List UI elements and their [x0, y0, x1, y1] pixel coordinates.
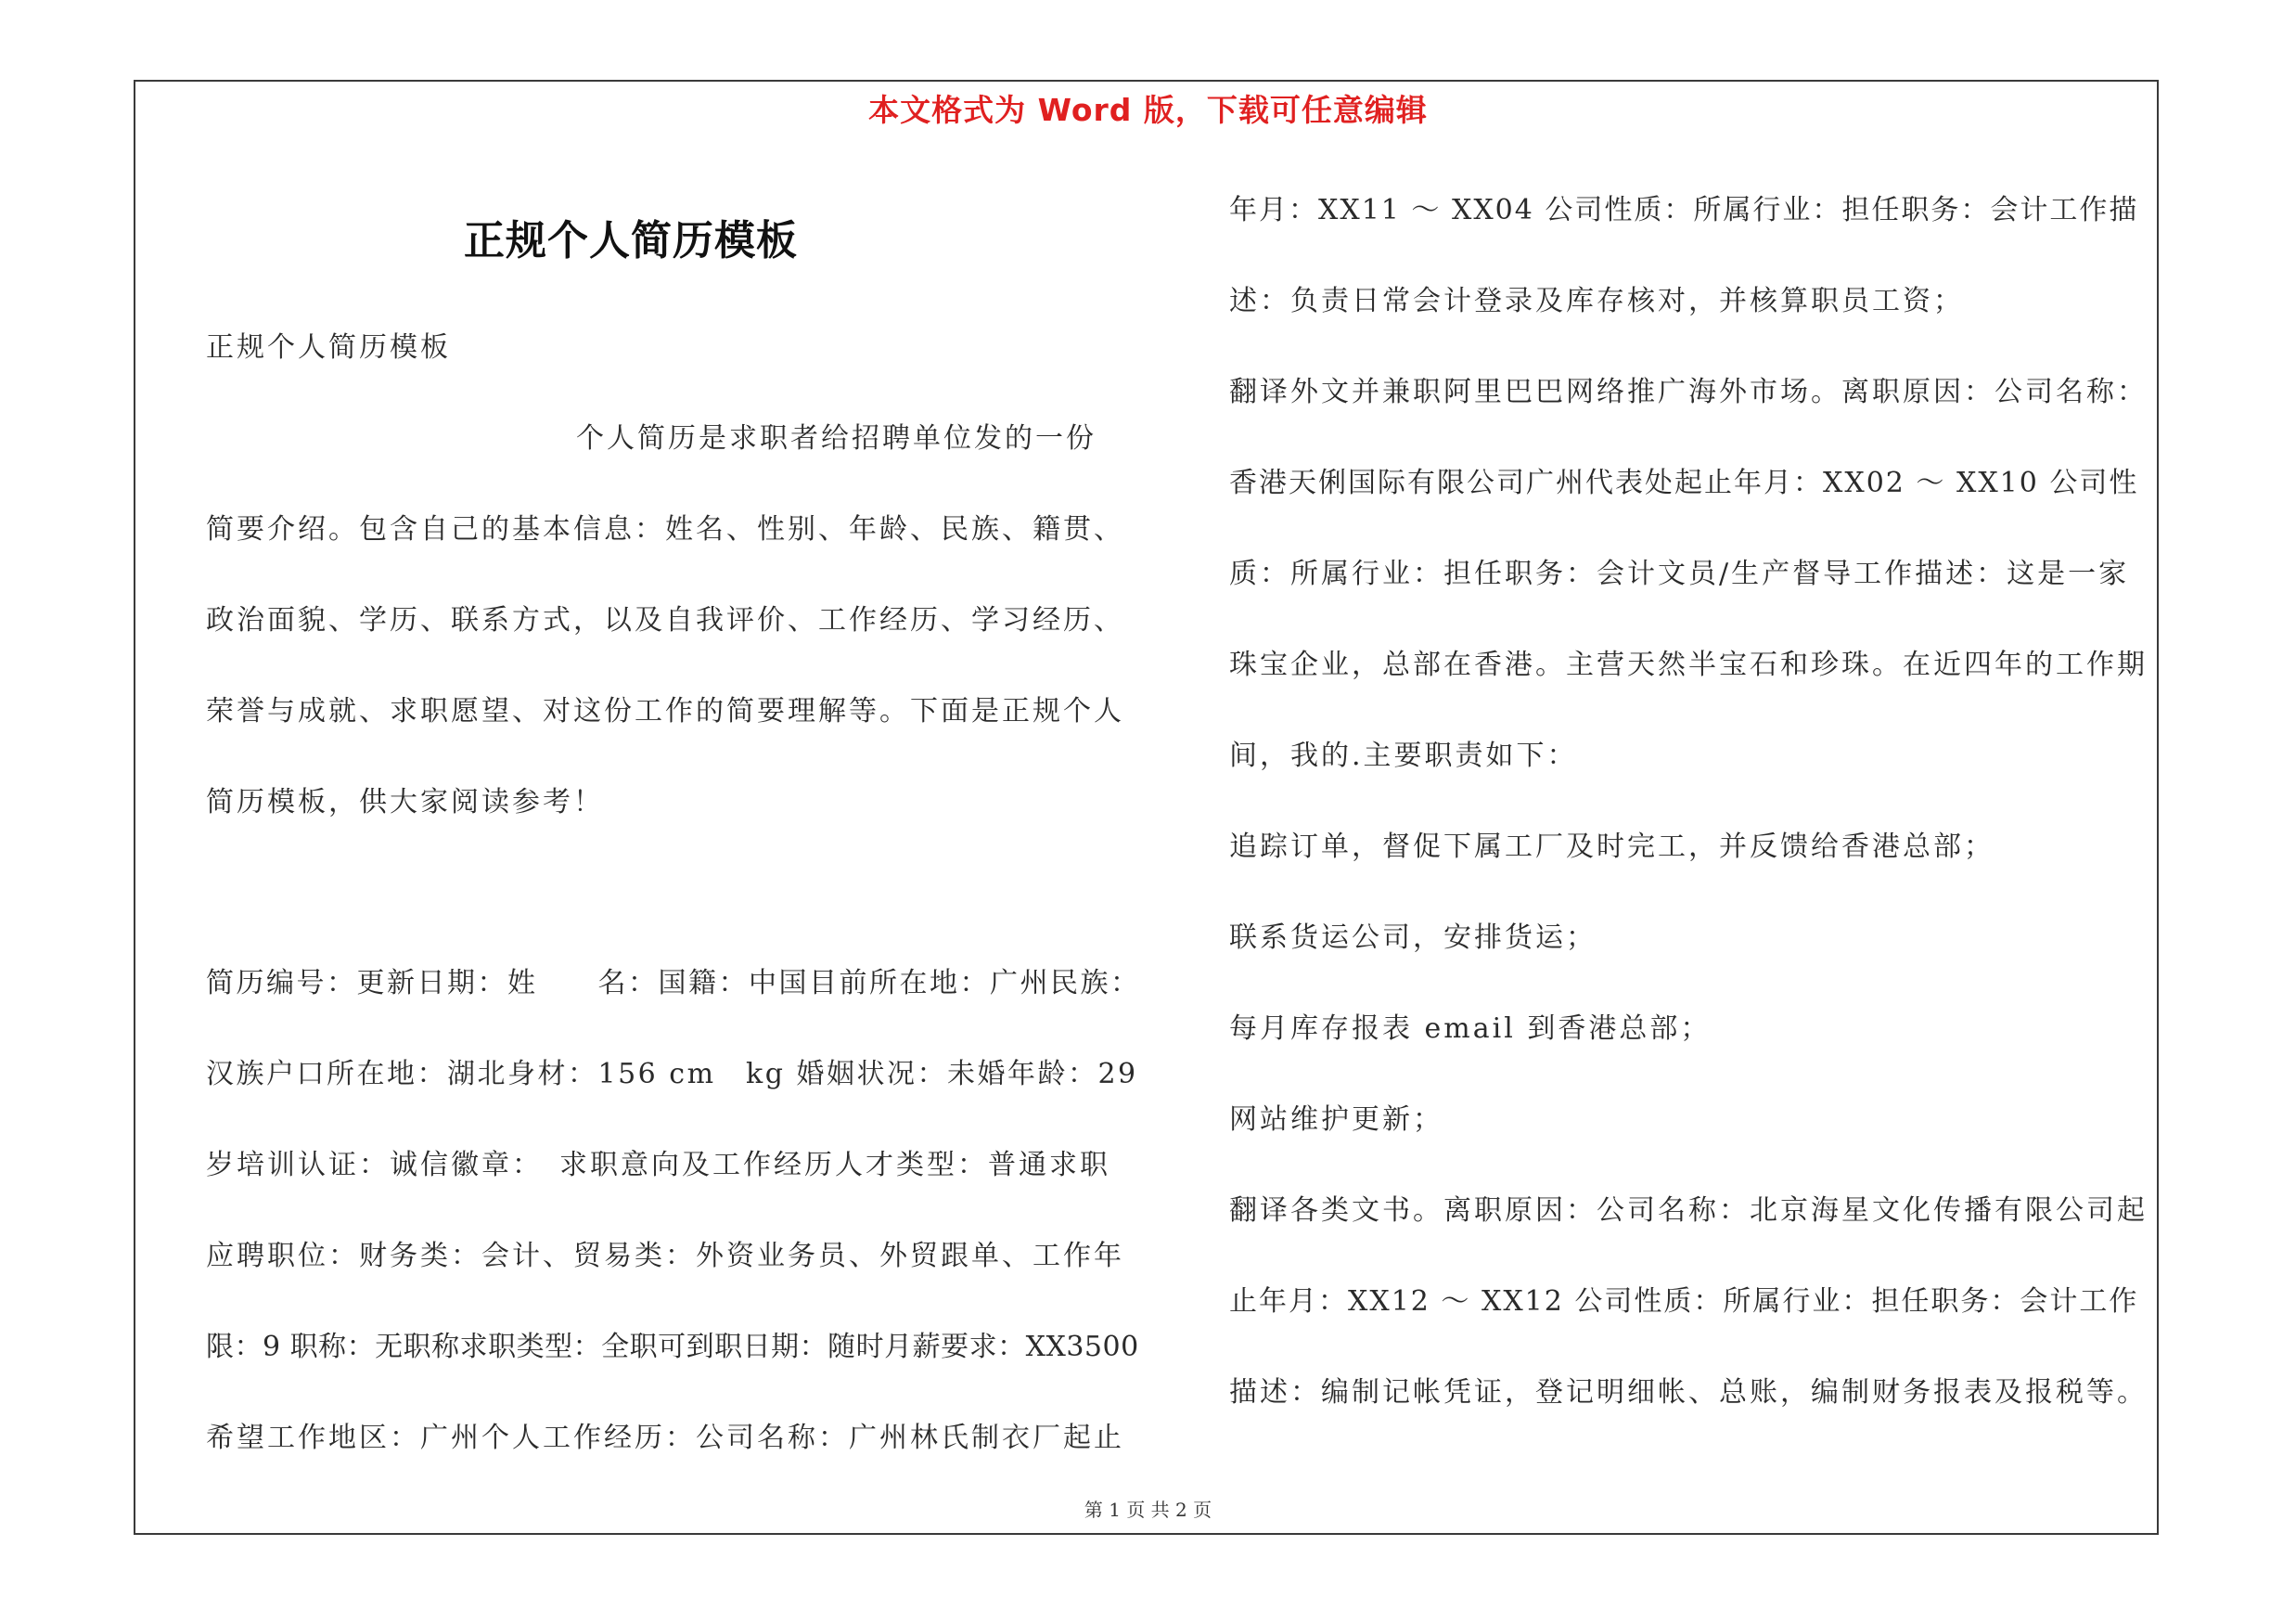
left-line: 简要介绍。包含自己的基本信息：姓名、性别、年龄、民族、籍贯、 [206, 513, 1124, 546]
page-number-footer: 第 1 页 共 2 页 [1084, 1499, 1212, 1521]
right-line: 年月：XX11 ～ XX04 公司性质：所属行业：担任职务：会计工作描 [1229, 194, 2139, 226]
left-line: 岁培训认证：诚信徽章： 求职意向及工作经历人才类型：普通求职 [206, 1149, 1110, 1181]
left-line: 简历模板，供大家阅读参考！ [206, 786, 604, 818]
right-line: 翻译外文并兼职阿里巴巴网络推广海外市场。离职原因：公司名称： [1229, 376, 2148, 408]
right-line: 止年月：XX12 ～ XX12 公司性质：所属行业：担任职务：会计工作 [1229, 1285, 2139, 1318]
right-line: 联系货运公司，安排货运； [1229, 921, 1597, 954]
right-line: 珠宝企业，总部在香港。主营天然半宝石和珍珠。在近四年的工作期 [1229, 649, 2148, 681]
right-line: 每月库存报表 email 到香港总部； [1229, 1012, 1712, 1045]
format-notice-banner: 本文格式为 Word 版，下载可任意编辑 [868, 92, 1428, 128]
left-line: 政治面貌、学历、联系方式，以及自我评价、工作经历、学习经历、 [206, 604, 1124, 637]
left-line: 应聘职位：财务类：会计、贸易类：外资业务员、外贸跟单、工作年 [206, 1240, 1124, 1272]
right-line: 翻译各类文书。离职原因：公司名称：北京海星文化传播有限公司起 [1229, 1194, 2148, 1227]
left-line: 荣誉与成就、求职愿望、对这份工作的简要理解等。下面是正规个人 [206, 695, 1124, 728]
right-line: 述：负责日常会计登录及库存核对，并核算职员工资； [1229, 285, 1964, 317]
right-line: 香港天俐国际有限公司广州代表处起止年月：XX02 ～ XX10 公司性 [1229, 467, 2139, 499]
right-line: 质：所属行业：担任职务：会计文员/生产督导工作描述：这是一家 [1229, 558, 2130, 590]
right-line: 网站维护更新； [1229, 1103, 1443, 1136]
right-line: 描述：编制记帐凭证，登记明细帐、总账，编制财务报表及报税等。 [1229, 1376, 2148, 1409]
left-line: 简历编号：更新日期：姓 名：国籍：中国目前所在地：广州民族： [206, 967, 1141, 999]
left-line: 个人简历是求职者给招聘单位发的一份 [576, 422, 1097, 455]
left-line: 限：9 职称：无职称求职类型：全职可到职日期：随时月薪要求：XX3500 [206, 1331, 1139, 1363]
right-line: 间，我的.主要职责如下： [1229, 740, 1578, 772]
document-title: 正规个人简历模板 [464, 217, 798, 264]
left-line: 希望工作地区：广州个人工作经历：公司名称：广州林氏制衣厂起止 [206, 1422, 1124, 1454]
right-line: 追踪订单，督促下属工厂及时完工，并反馈给香港总部； [1229, 831, 1995, 863]
left-line: 正规个人简历模板 [206, 331, 451, 364]
left-line: 汉族户口所在地：湖北身材：156 cm kg 婚姻状况：未婚年龄：29 [206, 1058, 1138, 1090]
